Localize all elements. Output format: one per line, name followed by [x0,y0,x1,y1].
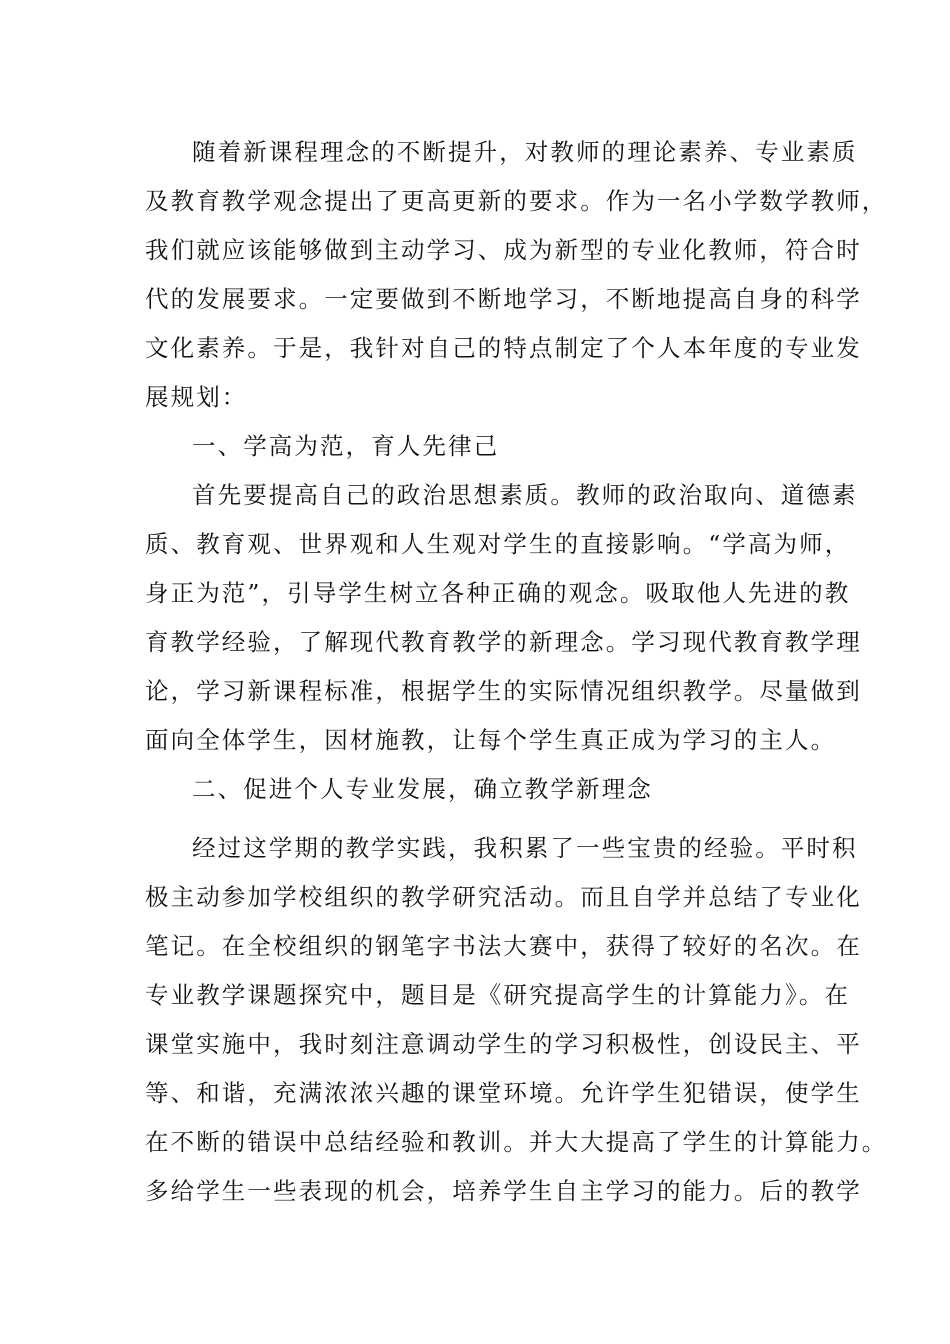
paragraph-line: 专业教学课题探究中，题目是《研究提高学生的计算能力》。在 [145,981,851,1009]
paragraph-line: 笔记。在全校组织的钢笔字书法大赛中，获得了较好的名次。在 [145,932,862,960]
paragraph-line: 论，学习新课程标准，根据学生的实际情况组织教学。尽量做到 [145,677,862,705]
paragraph-line: 身正为范”，引导学生树立各种正确的观念。吸取他人先进的教 [145,579,851,607]
paragraph-line: 面向全体学生，因材施教，让每个学生真正成为学习的主人。 [145,726,837,754]
section-heading: 一、学高为范，育人先律己 [192,432,500,460]
paragraph-line: 质、教育观、世界观和人生观对学生的直接影响。“学高为师， [145,530,851,558]
paragraph-line: 等、和谐，充满浓浓兴趣的课堂环境。允许学生犯错误，使学生 [145,1079,862,1107]
paragraph-line: 文化素养。于是，我针对自己的特点制定了个人本年度的专业发 [145,334,862,362]
paragraph-line: 我们就应该能够做到主动学习、成为新型的专业化教师，符合时 [145,236,862,264]
paragraph-line: 在不断的错误中总结经验和教训。并大大提高了学生的计算能力。 [145,1128,888,1156]
section-heading: 二、促进个人专业发展，确立教学新理念 [192,775,653,803]
paragraph-line: 随着新课程理念的不断提升，对教师的理论素养、专业素质 [192,138,858,166]
paragraph-line: 课堂实施中，我时刻注意调动学生的学习积极性，创设民主、平 [145,1030,862,1058]
paragraph-line: 多给学生一些表现的机会，培养学生自主学习的能力。后的教学 [145,1177,862,1205]
paragraph-line: 展规划： [145,383,248,411]
paragraph-line: 及教育教学观念提出了更高更新的要求。作为一名小学数学教师， [145,187,888,215]
paragraph-line: 代的发展要求。一定要做到不断地学习，不断地提高自身的科学 [145,285,862,313]
paragraph-line: 育教学经验，了解现代教育教学的新理念。学习现代教育教学理 [145,628,862,656]
paragraph-line: 经过这学期的教学实践，我积累了一些宝贵的经验。平时积 [192,834,858,862]
paragraph-line: 极主动参加学校组织的教学研究活动。而且自学并总结了专业化 [145,883,862,911]
paragraph-line: 首先要提高自己的政治思想素质。教师的政治取向、道德素 [192,481,858,509]
